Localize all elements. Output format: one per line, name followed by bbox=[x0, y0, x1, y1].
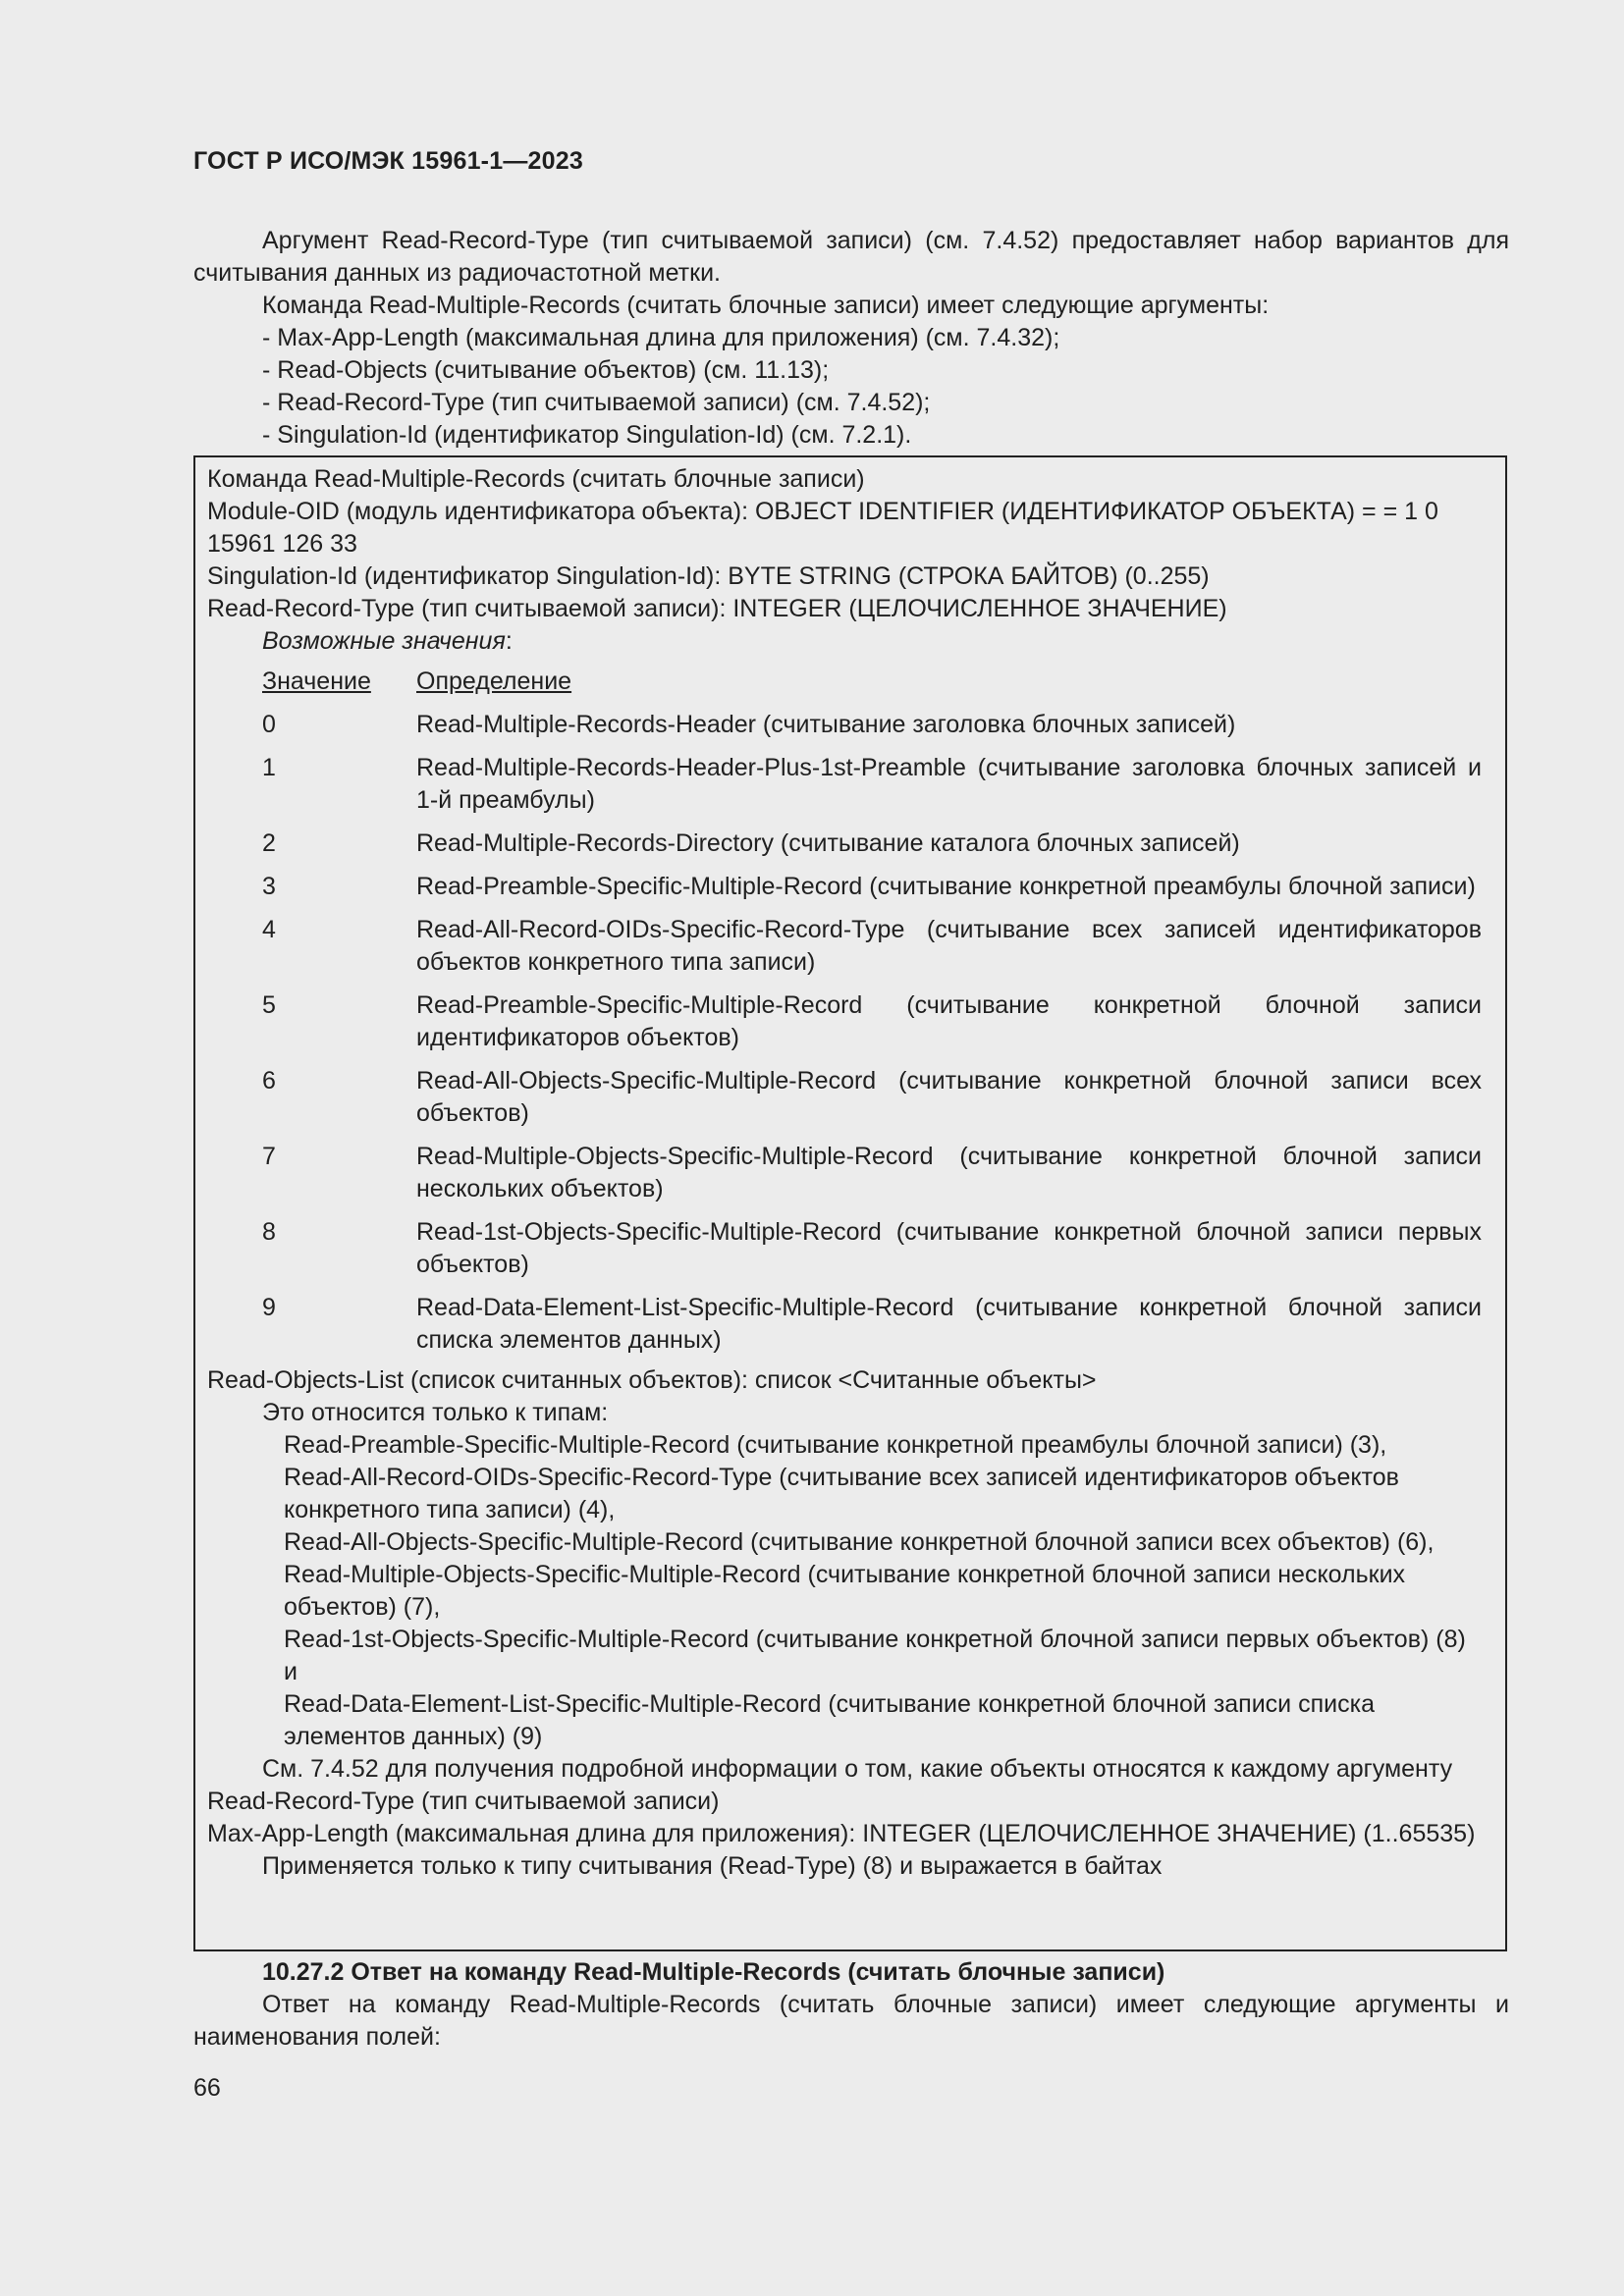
value-definition: Read-1st-Objects-Specific-Multiple-Record (считывание конкретной блочной записи первых объектов) bbox=[416, 1218, 1482, 1278]
applies-item: Read-Data-Element-List-Specific-Multiple-Record (считывание конкретной блочной записи списка элементов данных) (9) bbox=[284, 1690, 1375, 1750]
document-header: ГОСТ Р ИСО/МЭК 15961-1—2023 bbox=[193, 147, 583, 175]
value-definition: Read-Data-Element-List-Specific-Multiple-Record (считывание конкретной блочной записи списка элементов данных) bbox=[416, 1294, 1482, 1354]
value-code: 0 bbox=[262, 711, 276, 738]
values-table-row bbox=[262, 989, 1482, 1054]
argument-list-item: - Max-App-Length (максимальная длина для приложения) (см. 7.4.32); bbox=[262, 324, 1060, 351]
intro-section bbox=[193, 225, 1509, 452]
value-code: 8 bbox=[262, 1218, 276, 1246]
value-definition: Read-Multiple-Records-Directory (считывание каталога блочных записей) bbox=[416, 829, 1240, 857]
value-code: 6 bbox=[262, 1067, 276, 1095]
values-table-row bbox=[262, 828, 1482, 860]
values-table-header bbox=[262, 666, 1482, 698]
applies-item: Read-All-Objects-Specific-Multiple-Record (считывание конкретной блочной записи всех объектов) (6), bbox=[284, 1528, 1435, 1556]
argument-list-item: - Read-Record-Type (тип считываемой записи) (см. 7.4.52); bbox=[262, 389, 931, 416]
possible-values-colon: : bbox=[505, 627, 513, 655]
see-note: См. 7.4.52 для получения подробной информации о том, какие объекты относятся к каждому аргументу Read-Record-Type (тип считываемой записи) bbox=[207, 1755, 1453, 1815]
value-code: 5 bbox=[262, 991, 276, 1019]
values-table-row bbox=[262, 752, 1482, 817]
applies-only-label: Это относится только к типам: bbox=[262, 1399, 609, 1426]
max-app-length-note: Применяется только к типу считывания (Read-Type) (8) и выражается в байтах bbox=[262, 1852, 1163, 1880]
value-definition: Read-All-Objects-Specific-Multiple-Record (считывание конкретной блочной записи всех объектов) bbox=[416, 1067, 1482, 1127]
values-table-row bbox=[262, 1141, 1482, 1205]
value-code: 7 bbox=[262, 1143, 276, 1170]
possible-values-text: Возможные значения bbox=[262, 627, 506, 655]
response-paragraph: Ответ на команду Read-Multiple-Records (считать блочные записи) имеет следующие аргументы и наименования полей: bbox=[193, 1991, 1509, 2051]
value-code: 3 bbox=[262, 873, 276, 900]
values-table-row bbox=[262, 871, 1482, 903]
box-title: Команда Read-Multiple-Records (считать блочные записи) bbox=[207, 465, 865, 493]
objects-list-line: Read-Objects-List (список считанных объектов): список <Считанные объекты> bbox=[207, 1366, 1097, 1394]
possible-values-label bbox=[207, 625, 1482, 658]
intro-paragraph-1: Аргумент Read-Record-Type (тип считываемой записи) (см. 7.4.52) предоставляет набор вариантов для считывания данных из радиочастотной метки. bbox=[193, 227, 1509, 287]
value-code: 9 bbox=[262, 1294, 276, 1321]
argument-list-item: - Singulation-Id (идентификатор Singulation-Id) (см. 7.2.1). bbox=[262, 421, 912, 449]
value-code: 4 bbox=[262, 916, 276, 943]
value-definition: Read-Preamble-Specific-Multiple-Record (считывание конкретной блочной записи идентификаторов объектов) bbox=[416, 991, 1482, 1051]
column-header-value: Значение bbox=[262, 667, 371, 695]
value-definition: Read-Multiple-Objects-Specific-Multiple-Record (считывание конкретной блочной записи нескольких объектов) bbox=[416, 1143, 1482, 1202]
intro-paragraph-2: Команда Read-Multiple-Records (считать блочные записи) имеет следующие аргументы: bbox=[262, 292, 1270, 319]
record-type-line: Read-Record-Type (тип считываемой записи): INTEGER (ЦЕЛОЧИСЛЕННОЕ ЗНАЧЕНИЕ) bbox=[207, 595, 1227, 622]
values-table-row bbox=[262, 709, 1482, 741]
module-oid-line: Module-OID (модуль идентификатора объекта): OBJECT IDENTIFIER (ИДЕНТИФИКАТОР ОБЪЕКТА) = = 1 0 15961 126 33 bbox=[207, 498, 1438, 558]
section-subheading: 10.27.2 Ответ на команду Read-Multiple-Records (считать блочные записи) bbox=[262, 1958, 1165, 1986]
value-code: 2 bbox=[262, 829, 276, 857]
values-table bbox=[262, 666, 1482, 1357]
column-header-definition: Определение bbox=[416, 667, 572, 695]
applies-item: Read-All-Record-OIDs-Specific-Record-Type (считывание всех записей идентификаторов объектов конкретного типа записи) (4), bbox=[284, 1464, 1399, 1523]
value-definition: Read-Multiple-Records-Header-Plus-1st-Preamble (считывание заголовка блочных записей и 1-й преамбулы) bbox=[416, 754, 1482, 814]
asn-definition-box bbox=[193, 455, 1507, 1951]
value-definition: Read-All-Record-OIDs-Specific-Record-Type (считывание всех записей идентификаторов объектов конкретного типа записи) bbox=[416, 916, 1482, 976]
singulation-id-line: Singulation-Id (идентификатор Singulation-Id): BYTE STRING (СТРОКА БАЙТОВ) (0..255) bbox=[207, 562, 1210, 590]
value-definition: Read-Multiple-Records-Header (считывание заголовка блочных записей) bbox=[416, 711, 1236, 738]
values-table-row bbox=[262, 1065, 1482, 1130]
value-code: 1 bbox=[262, 754, 276, 781]
applies-item: Read-1st-Objects-Specific-Multiple-Record (считывание конкретной блочной записи первых объектов) (8) и bbox=[284, 1626, 1466, 1685]
values-table-row bbox=[262, 1216, 1482, 1281]
values-table-row bbox=[262, 914, 1482, 979]
page-number: 66 bbox=[193, 2074, 221, 2102]
applies-item: Read-Preamble-Specific-Multiple-Record (считывание конкретной преамбулы блочной записи) (3), bbox=[284, 1431, 1387, 1459]
applies-item: Read-Multiple-Objects-Specific-Multiple-Record (считывание конкретной блочной записи нескольких объектов) (7), bbox=[284, 1561, 1406, 1621]
values-table-row bbox=[262, 1292, 1482, 1357]
value-definition: Read-Preamble-Specific-Multiple-Record (считывание конкретной преамбулы блочной записи) bbox=[416, 873, 1476, 900]
argument-list-item: - Read-Objects (считывание объектов) (см. 11.13); bbox=[262, 356, 830, 384]
response-section bbox=[193, 1956, 1509, 2054]
max-app-length-line: Max-App-Length (максимальная длина для приложения): INTEGER (ЦЕЛОЧИСЛЕННОЕ ЗНАЧЕНИЕ) (1..65535) bbox=[207, 1820, 1476, 1847]
